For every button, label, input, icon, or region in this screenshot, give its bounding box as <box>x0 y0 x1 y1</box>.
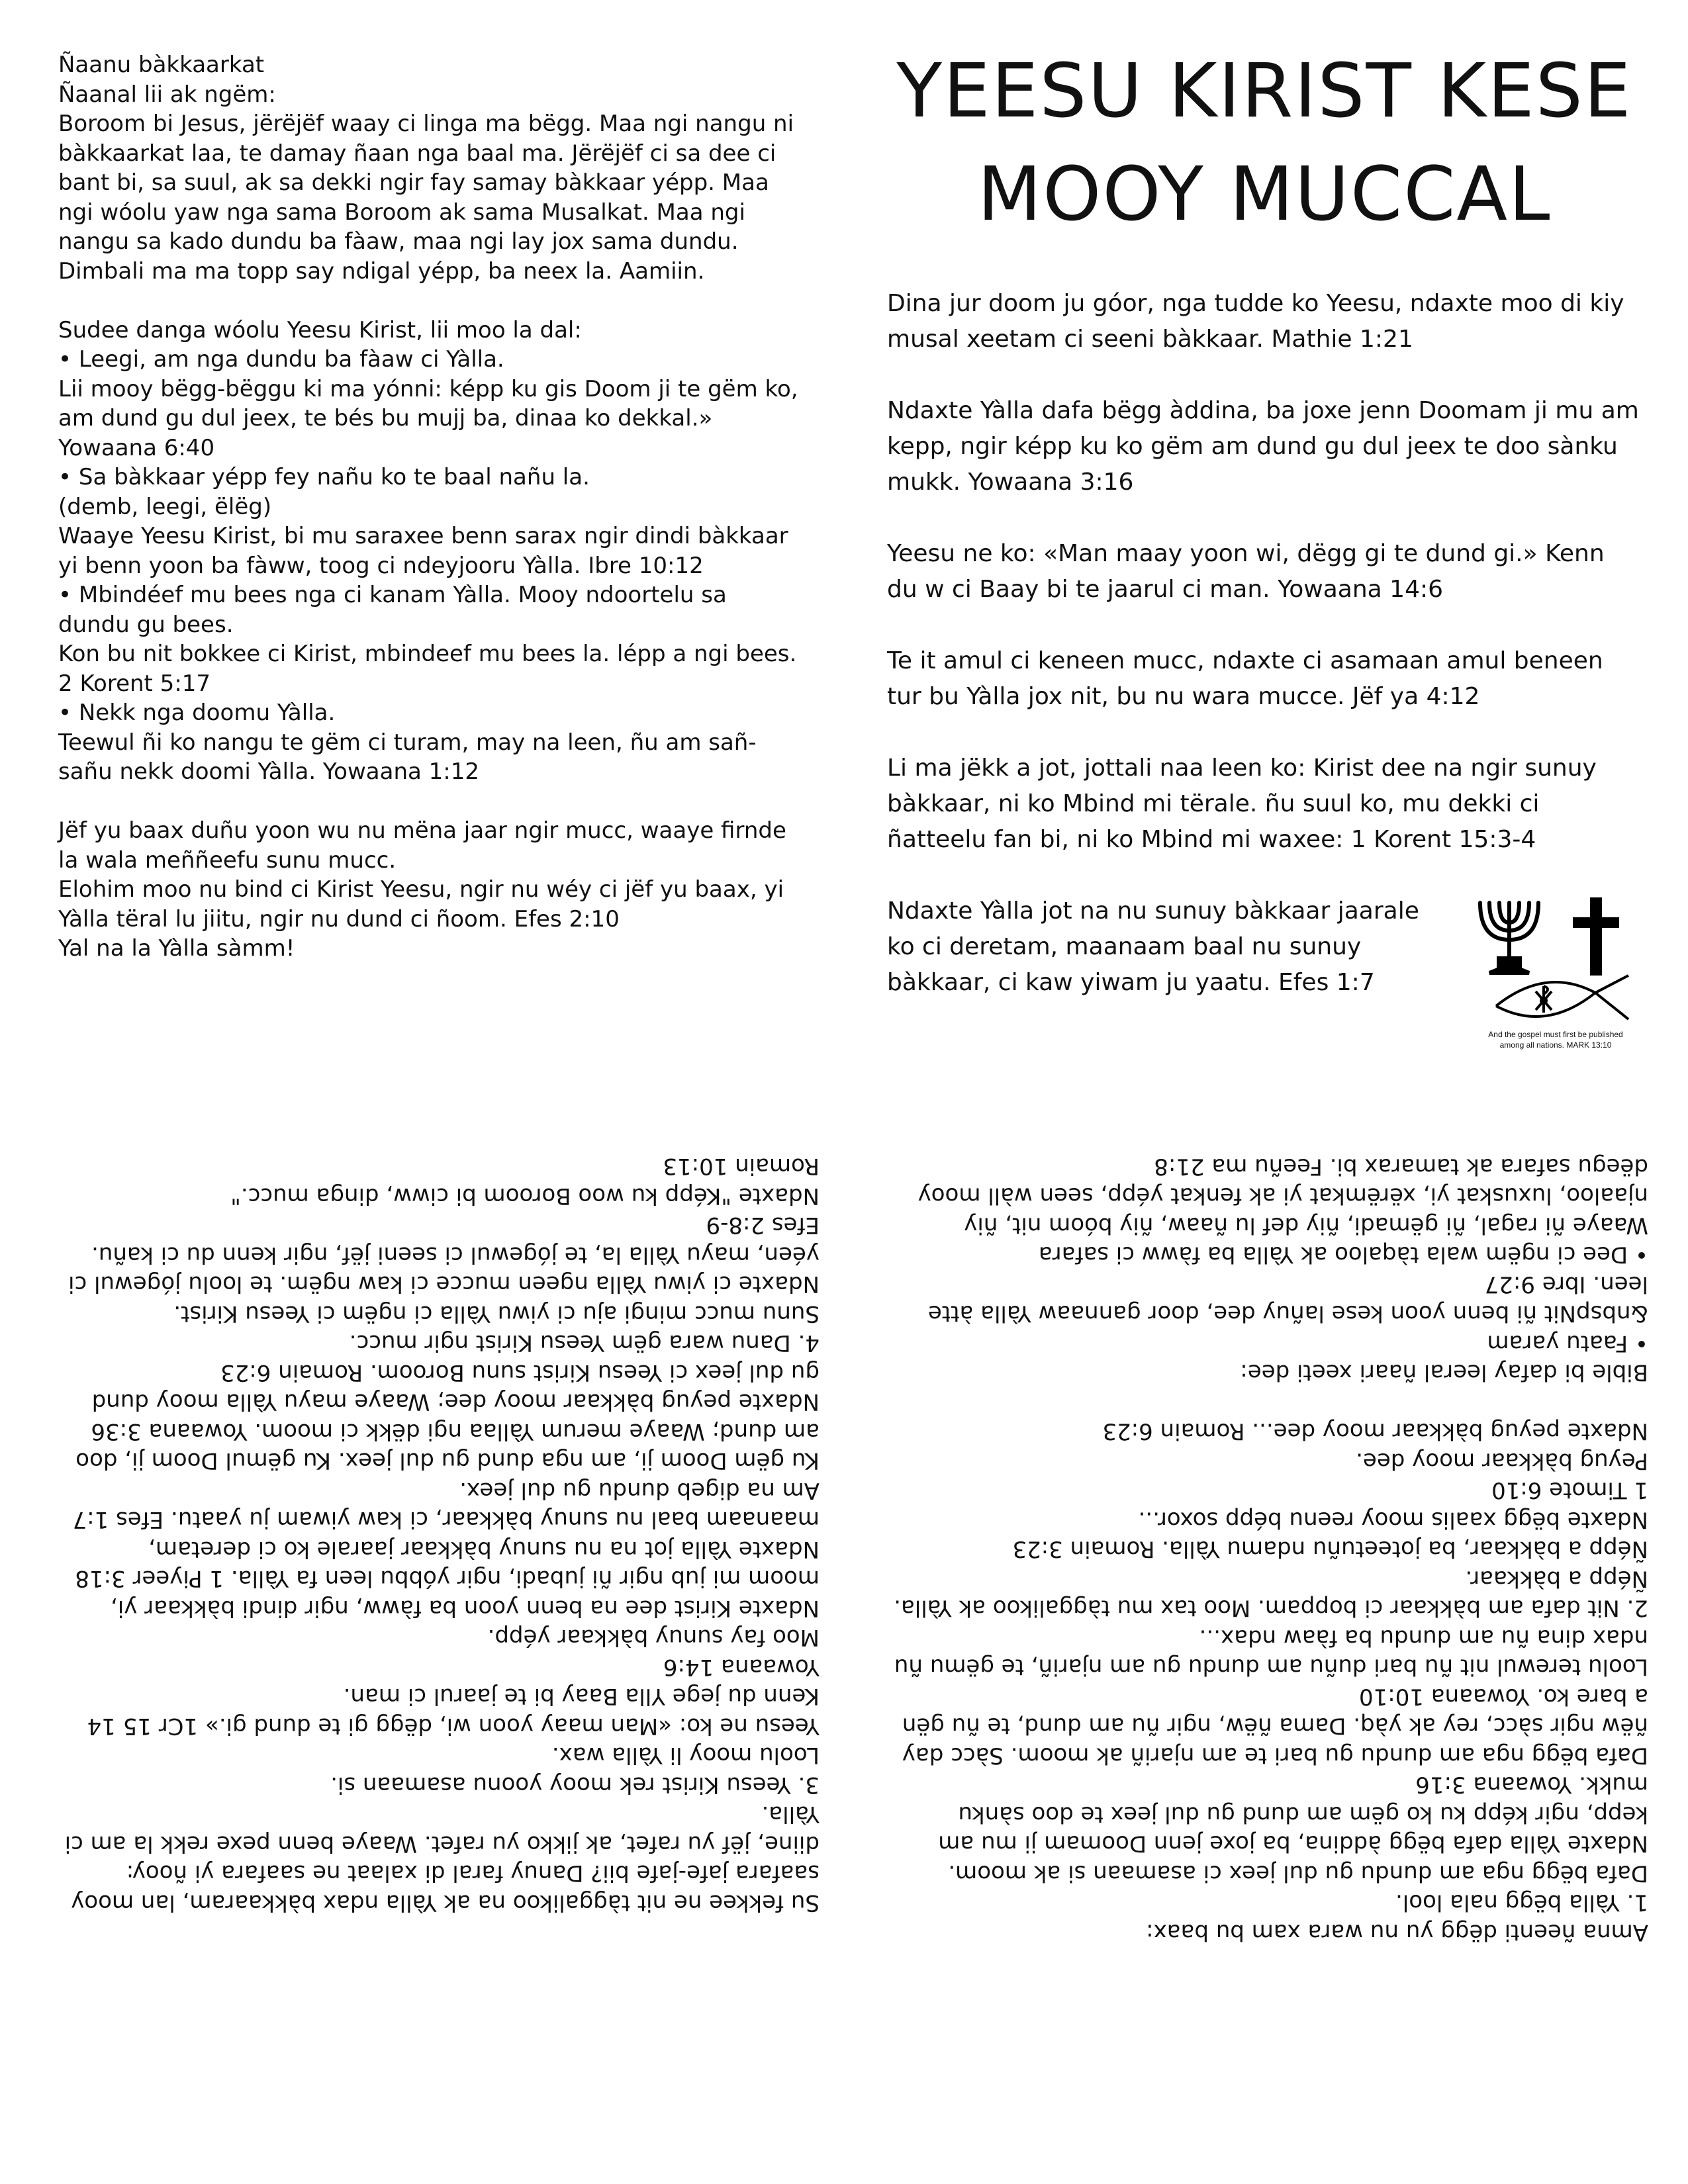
prayer-line <box>58 787 800 817</box>
gospel-steps-panel-3-4 <box>58 1152 820 1917</box>
ichthys-chi-rho-icon <box>1496 976 1628 1019</box>
steps-3-4-line: 3. Yeesu Kirist rek mooy yoonu asamaan si. <box>330 1772 820 1798</box>
steps-3-4-line: Ku gëm Doom ji, am nga dund gu dul jeex. Ku gëmul Doom ji, doo am dund; Waaye merum Yàllaa ngi dëkk ci moom. Yowaana 3:36 <box>68 1418 820 1475</box>
prayer-panel <box>58 50 806 964</box>
prayer-line: • Nekk nga doomu Yàlla. <box>58 700 336 726</box>
steps-1-2-line: Ndaxte peyug bàkkaar mooy dee... Romain 6:23 <box>1102 1418 1648 1445</box>
verse-list <box>887 286 1642 858</box>
steps-1-2-line: Ndaxte bëgg xaalis mooy reenu bépp soxor... <box>1138 1506 1648 1533</box>
steps-3-4-line: Yowaana 14:6 <box>663 1654 820 1680</box>
prayer-line: Waaye Yeesu Kirist, bi mu saraxee benn sarax ngir dindi bàkkaar yi benn yoon ba fàww, toog ci ndeyjooru Yàlla. Ibre 10:12 <box>58 523 796 579</box>
steps-3-4-line: Moo fay sunuy bàkkaar yépp. <box>487 1624 820 1651</box>
steps-1-2-line: Waaye ñi ragal, ñi gëmadi, ñiy def lu ñaaw, ñiy bóom nit, ñiy njaaloo, luxuskat yi, xërëmkat yi ak fenkat yépp, seen wàll mooy dëegu safara ak tamarax bi. Feeñu ma 21:8 <box>910 1153 1648 1239</box>
steps-1-2-line: Dafa bëgg nga am dundu gu dul jeex ci asamaan si ak moom. <box>948 1860 1648 1887</box>
steps-1-2-line: Dafa bëgg nga am dundu gu bari te am njariñ ak moom. Sàcc day ñëw ngir sàcc, rey ak yàq. Dama ñëw, ngir ñu am dund, te ñu gën a bare ko. Yowaana 10:10 <box>894 1683 1648 1769</box>
prayer-line: Ñaanu bàkkaarkat <box>58 52 265 78</box>
steps-3-4-line: Yeesu ne ko: «Man maay yoon wi, dëgg gi te dund gi.» 1Cr 15 14 Kenn du jege Ylla Baay bi te jaarul ci man. <box>79 1683 820 1739</box>
prayer-line: Teewul ñi ko nangu te gëm ci turam, may na leen, ñu am sañ-sañu nekk doomi Yàlla. Yowaana 1:12 <box>58 729 757 785</box>
prayer-line: Sudee danga wóolu Yeesu Kirist, lii moo la dal: <box>58 316 582 343</box>
cross-icon <box>1573 897 1619 976</box>
page-title: YEESU KIRIST KESE MOOY MUCCAL <box>896 48 1632 238</box>
prayer-line <box>58 286 800 316</box>
caption-line-2: among all nations. MARK 13:10 <box>1499 1040 1612 1050</box>
verse-paragraph: Yeesu ne ko: «Man maay yoon wi, dëgg gi te dund gi.» Kenn du w ci Baay bi te jaarul ci man. Yowaana 14:6 <box>887 540 1605 603</box>
steps-3-4-line: 4. Danu wara gëm Yeesu Kirist ngir mucc. <box>349 1330 820 1357</box>
prayer-line: • Mbindéef mu bees nga ci kanam Yàlla. Mooy ndoortelu sa dundu gu bees. <box>58 582 734 638</box>
steps-1-2-line: Ndaxte Yàlla dafa bëgg àddina, ba joxe jenn Doomam ji mu am kepp, ngir képp ku ko gëm am dund gu dul jeex te doo sànku mukk. Yowaana 3:16 <box>931 1772 1648 1857</box>
prayer-line: Jëf yu baax duñu yoon wu nu mëna jaar ngir mucc, waaye firnde la wala meññeefu sunu mucc. <box>58 817 794 874</box>
steps-1-2-line: • Faatu yaram <box>1487 1330 1648 1357</box>
gospel-steps-panel-1-2 <box>887 1152 1648 1947</box>
prayer-line: (demb, leegi, ëlëg) <box>58 493 272 520</box>
steps-1-2-line: 1 Timote 6:10 <box>1491 1477 1648 1504</box>
steps-3-4-line: Romain 10:13 <box>663 1153 820 1180</box>
menorah-cross-ichthys-icon <box>1470 893 1642 1026</box>
verse-paragraph: Te it amul ci keneen mucc, ndaxte ci asamaan amul beneen tur bu Yàlla jox nit, bu nu wara mucce. Jëf ya 4:12 <box>887 647 1603 710</box>
steps-1-2-line: Bible bi dafay leeral ñaari xeeti dee: <box>1240 1359 1648 1386</box>
steps-3-4-line: Ndaxte Kirist dee na benn yoon ba fàww, ngir dindi bàkkaar yi, moom mi jub ngir ñi jubadi, ngir yóbbu leen fa Yàlla. 1 Piyeer 3:18 <box>75 1565 820 1621</box>
prayer-line: Lii mooy bëgg-bëggu ki ma yónni: képp ku gis Doom ji te gëm ko, am dund gu dul jeex, te bés bu mujj ba, dinaa ko dekkal.» Yowaana 6:40 <box>58 375 806 461</box>
prayer-line: Ñaanal lii ak ngëm: <box>58 81 276 108</box>
verse-paragraph: Ndaxte Yàlla dafa bëgg àddina, ba joxe jenn Doomam ji mu am kepp, ngir képp ku ko gëm am dund gu dul jeex te doo sànku mukk. Yowaana 3:16 <box>887 397 1639 496</box>
steps-3-4-line: Sunu mucc mingi aju ci yiwu Yàlla ci ngëm ci Yeesu Kirist. <box>173 1300 820 1327</box>
steps-3-4-line: Am na digeb dundu gu dul jeex. <box>459 1477 820 1504</box>
steps-1-2-line: &nbspNit ñi benn yoon kese lañuy dee, door gannaaw Yàlla àtte leen. Ibre 9:27 <box>921 1271 1648 1327</box>
steps-1-2-line <box>887 1387 1648 1417</box>
steps-1-2-line: Ñépp a bàkkaar, ba joteetuñu ndamu Yàlla. Romain 3:23 <box>1012 1536 1648 1563</box>
steps-1-2-line: Peyug bàkkaar mooy dee. <box>1356 1447 1648 1475</box>
steps-1-2-line: 1. Yàlla bëgg nala lool. <box>1395 1889 1648 1916</box>
steps-1-2-line: Ñépp a bàkkaar. <box>1465 1565 1648 1592</box>
steps-3-4-line: Ndaxte ci yiwu Yàlla ngeen mucce ci kaw ngëm. te loolu jógewul ci yéen, mayu Yàlla la, te jógewul ci seeni jëf, ngir kenn du ci kañu. Efes 2:8-9 <box>61 1212 820 1298</box>
verse-paragraph: Dina jur doom ju góor, nga tudde ko Yeesu, ndaxte moo di kiy musal xeetam ci seeni bàkkaar. Mathie 1:21 <box>887 290 1624 353</box>
final-verse-row <box>887 893 1642 1050</box>
christian-symbols <box>1470 893 1642 1050</box>
prayer-line: • Sa bàkkaar yépp fey nañu ko te baal nañu la. <box>58 464 590 490</box>
prayer-line: Kon bu nit bokkee ci Kirist, mbindeef mu bees la. lépp a ngi bees. 2 Korent 5:17 <box>58 641 804 697</box>
tract-cover-panel <box>887 40 1642 1050</box>
steps-3-4-line: Ndaxte "Képp ku woo Boroom bi ciww, dinga mucc." <box>230 1183 820 1209</box>
steps-3-4-line: Su fekkee ne nit tàggalikoo na ak Yàlla ndax bàkkaaram, lan mooy saafara jafe-jafe bii? Danuy faral di xalaat ne saafara yi ñooy: diine, jëf yu rafet, ak jikko yu rafet. Waaye benn pexe rekk la am ci Yàlla. <box>57 1801 820 1916</box>
prayer-line: Boroom bi Jesus, jërëjëf waay ci linga ma bëgg. Maa ngi nangu ni bàkkaarkat laa, te damay ñaan nga baal ma. Jërëjëf ci sa dee ci bant bi, sa suul, ak sa dekki ngir fay samay bàkkaar yépp. Maa ngi wóolu yaw nga sama Boroom ak sama Musalkat. Maa ngi nangu sa kado dundu ba fàaw, maa ngi lay jox sama dundu. Dimbali ma ma topp say ndigal yépp, ba neex la. Aamiin. <box>58 111 801 285</box>
verse-efes-1-7: Ndaxte Yàlla jot na nu sunuy bàkkaar jaarale ko ci deretam, maanaam baal nu sunuy bàkkaar, ci kaw yiwam ju yaatu. Efes 1:7 <box>887 897 1419 996</box>
steps-1-2-line: Loolu terewul nit ñu bari duñu am dundu gu am njariñ, te gëmu ñu ndax dina ñu am dundu ba fàaw ndax... <box>887 1624 1648 1680</box>
verse-paragraph: Li ma jëkk a jot, jottali naa leen ko: Kirist dee na ngir sunuy bàkkaar, ni ko Mbind mi tërale. ñu suul ko, mu dekki ci ñatteelu fan bi, ni ko Mbind mi waxee: 1 Korent 15:3-4 <box>887 754 1597 853</box>
prayer-line: Yal na la Yàlla sàmm! <box>58 935 295 962</box>
steps-1-2-line: Amna ñeenti dëgg yu nu wara xam bu baax: <box>1146 1919 1648 1946</box>
prayer-line: • Leegi, am nga dundu ba fàaw ci Yàlla. <box>58 346 504 373</box>
steps-3-4-line: Ndaxte Yàlla jot na nu sunuy bàkkaar jaarale ko ci deretam, maanaam baal nu sunuy bàkkaar, ci kaw yiwam ju yaatu. Efes 1:7 <box>72 1506 820 1563</box>
steps-1-2-line: • Dee ci ngëm wala tàqaloo ak Yàlla ba fàww ci safara <box>1038 1242 1648 1268</box>
steps-3-4-line: Loolu mooy li Yàlla wax. <box>551 1742 820 1769</box>
prayer-line: Elohim moo nu bind ci Kirist Yeesu, ngir nu wéy ci jëf yu baax, yi Yàlla tëral lu jiitu, ngir nu dund ci ñoom. Efes 2:10 <box>58 876 791 933</box>
caption-line-1: And the gospel must first be published <box>1488 1030 1623 1039</box>
steps-3-4-line: Ndaxte peyug bàkkaar mooy dee; Waaye mayu Yàlla mooy dund gu dul jeex ci Yeesu Kirist sunu Boroom. Romain 6:23 <box>84 1359 820 1416</box>
menorah-icon <box>1480 903 1538 973</box>
steps-1-2-line: 2. Nit dafa am bàkkaar ci boppam. Moo tax mu tàggalikoo ak Yàlla. <box>894 1595 1648 1621</box>
